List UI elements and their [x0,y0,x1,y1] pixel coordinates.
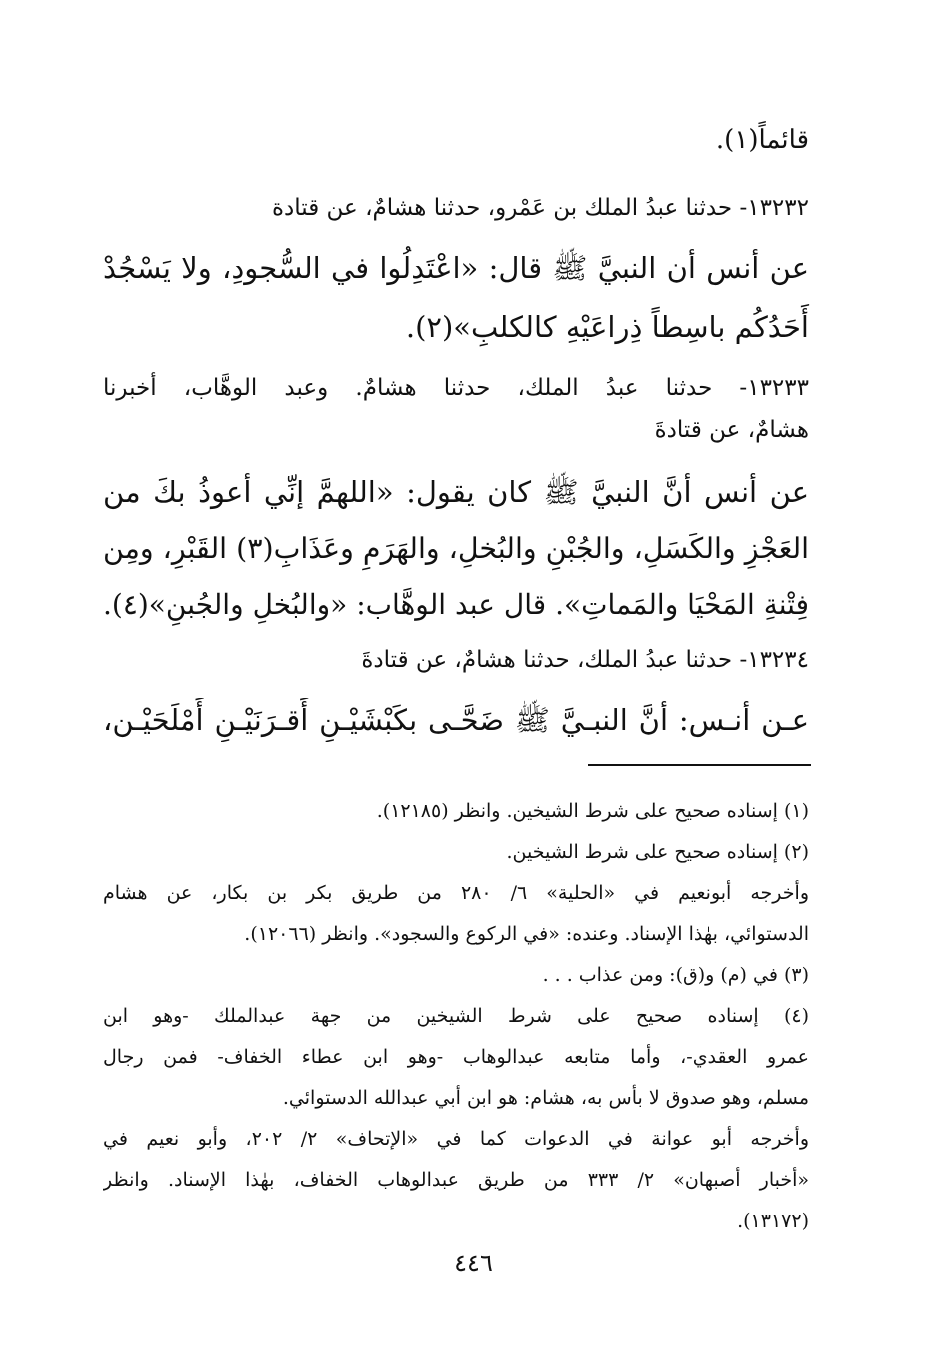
footnote-4-cont-line-1: وأخرجه أبو عوانة في الدعوات كما في «الإتحاف» ٢/ ٢٠٢، وأبو نعيم في [103,1128,809,1150]
footnote-2-cont-line-2: الدستوائي، بهٰذا الإسناد. وعنده: «في الركوع والسجود». وانظر (١٢٠٦٦). [244,923,809,945]
footnote-2-cont-line-1: وأخرجه أبونعيم في «الحلية» ٦/ ٢٨٠ من طريق بكر بن بكار، عن هشام [103,882,809,904]
footnote-4-line-2: عمرو العقدي-، وأما متابعه عبدالوهاب -وهو ابن عطاء الخفاف- فمن رجال [103,1046,809,1068]
footnote-1: (١) إسناده صحيح على شرط الشيخين. وانظر (١٢١٨٥). [376,800,809,822]
hadith-13233-line-1: عن أنس أنَّ النبيَّ ﷺ كان يقول: «اللهمَّ إنِّي أعوذُ بكَ من [103,475,809,509]
hadith-13234-line-1: عـن أنـس: أنَّ النبـيَّ ﷺ ضَحَّـى بكَبْشَيْـنِ أَقـرَنَيْـنِ أَمْلَحَيْـن، [103,703,809,737]
hadith-13232-line-1: عن أنس أن النبيَّ ﷺ قال: «اعْتَدِلُوا في السُّجودِ، ولا يَسْجُدْ [103,251,809,285]
footnote-2: (٢) إسناده صحيح على شرط الشيخين. [506,841,809,863]
footnote-4-line-1: (٤) إسناده صحيح على شرط الشيخين من جهة عبدالملك -وهو ابن [103,1005,809,1027]
footnote-4-cont-line-3: (١٣١٧٢). [737,1210,809,1232]
footnote-3: (٣) في (م) و(ق): ومن عذاب . . . [542,964,809,986]
hadith-13233-line-2: العَجْزِ والكَسَلِ، والجُبْنِ والبُخلِ، والهَرَمِ وعَذَابِ(٣) القَبْرِ، ومِن [103,532,809,565]
page-number: ٤٤٦ [454,1249,493,1277]
footnote-4-cont-line-2: «أخبار أصبهان» ٢/ ٣٣٣ من طريق عبدالوهاب الخفاف، بهٰذا الإسناد. وانظر [103,1169,809,1191]
text-line-continuation: قائماً(١). [715,125,809,155]
hadith-13233-line-3: فِتْنةِ المَحْيَا والمَماتِ». قال عبد الوهَّاب: «والبُخلِ والجُبنِ»(٤). [103,588,809,621]
isnad-13234: ١٣٢٣٤- حدثنا عبدُ الملك، حدثنا هشامٌ، عن قتادةَ [361,647,809,673]
isnad-13233-line-1: ١٣٢٣٣- حدثنا عبدُ الملك، حدثنا هشامٌ. وعبد الوهَّاب، أخبرنا [103,375,809,401]
isnad-13232: ١٣٢٣٢- حدثنا عبدُ الملك بن عَمْرو، حدثنا هشامٌ، عن قتادة [272,195,809,221]
isnad-13233-line-2: هشامٌ، عن قتادةَ [654,417,809,443]
footnote-separator [588,764,811,766]
hadith-13232-line-2: أَحَدُكُم باسِطاً ذِراعَيْهِ كالكلبِ»(٢). [405,310,809,344]
footnote-4-line-3: مسلم، وهو صدوق لا بأس به، هشام: هو ابن أبي عبدالله الدستوائي. [282,1087,809,1109]
